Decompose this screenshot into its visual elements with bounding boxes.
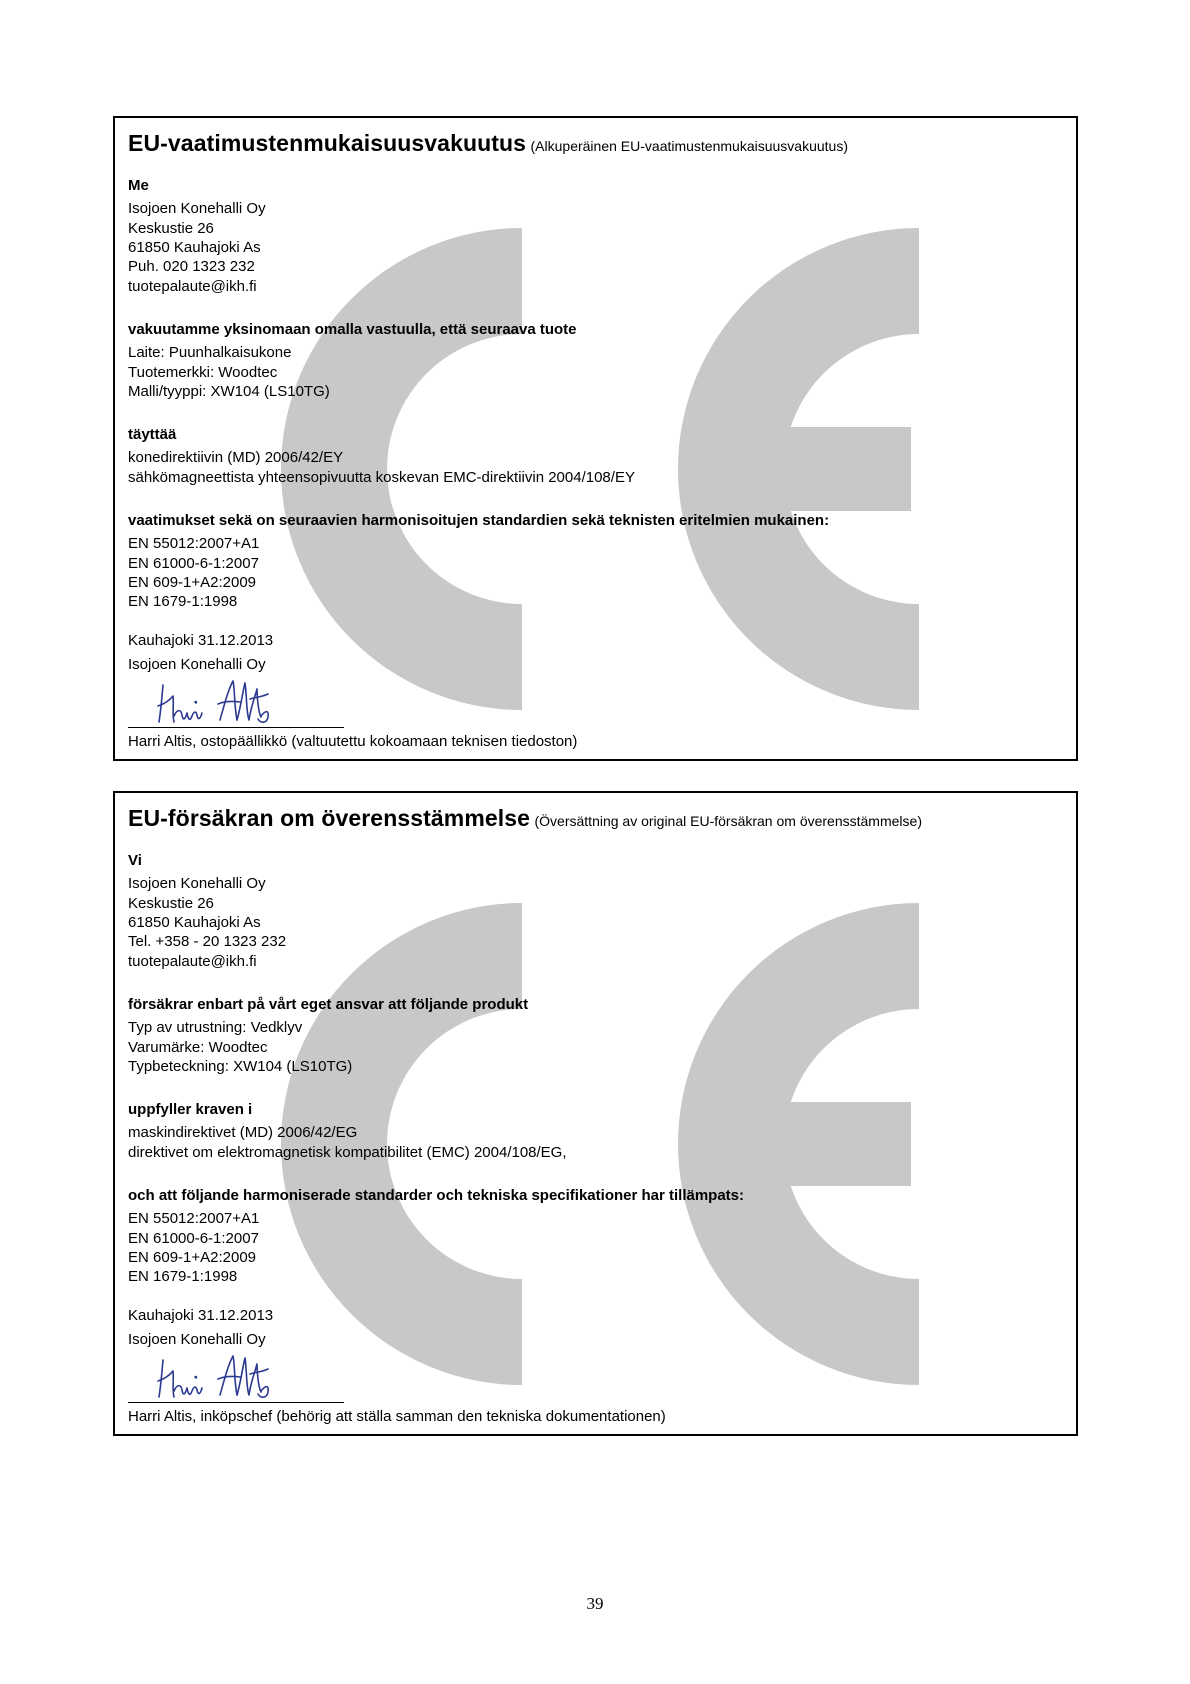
address-line: Puh. 020 1323 232 <box>128 258 255 276</box>
declaration-subtitle: (Alkuperäinen EU-vaatimustenmukaisuusvakuutus) <box>530 137 848 154</box>
signatory: Harri Altis, inköpschef (behörig att ställa samman den tekniska dokumentationen) <box>128 1407 666 1425</box>
standard-line: EN 1679-1:1998 <box>128 593 238 611</box>
product-section <box>128 320 1066 402</box>
section-heading: Vi <box>128 851 142 869</box>
standard-line: EN 61000-6-1:2007 <box>128 1229 259 1247</box>
signature <box>128 675 344 727</box>
product-line: Varumärke: Woodtec <box>128 1038 268 1056</box>
standards-section <box>128 1186 1066 1287</box>
product-line: Tuotemerkki: Woodtec <box>128 363 278 381</box>
company-name: Isojoen Konehalli Oy <box>128 656 266 674</box>
declaration-sv <box>113 791 1078 1436</box>
standard-line: EN 609-1+A2:2009 <box>128 574 257 592</box>
declaration-title-line <box>128 130 1066 157</box>
manufacturer-section <box>128 851 1066 971</box>
product-line: Laite: Puunhalkaisukone <box>128 344 292 362</box>
manufacturer-section <box>128 176 1066 296</box>
directives-section <box>128 425 1066 487</box>
declaration-content <box>128 130 1066 752</box>
product-line: Typ av utrustning: Vedklyv <box>128 1019 303 1037</box>
signature-line <box>128 1350 344 1403</box>
address-line: Keskustie 26 <box>128 894 214 912</box>
standard-line: EN 1679-1:1998 <box>128 1268 238 1286</box>
section-heading: uppfyller kraven i <box>128 1101 253 1119</box>
address-line: Isojoen Konehalli Oy <box>128 875 266 893</box>
signatory: Harri Altis, ostopäällikkö (valtuutettu kokoamaan teknisen tiedoston) <box>128 732 578 750</box>
section-heading: vaatimukset sekä on seuraavien harmonisoitujen standardien sekä teknisten eritelmien mukainen: <box>128 511 830 529</box>
declaration-title-line <box>128 805 1066 832</box>
directives-section <box>128 1100 1066 1162</box>
product-line: Malli/tyyppi: XW104 (LS10TG) <box>128 383 330 401</box>
page-number: 39 <box>586 1594 604 1613</box>
product-line: Typbeteckning: XW104 (LS10TG) <box>128 1058 353 1076</box>
directive-line: maskindirektivet (MD) 2006/42/EG <box>128 1124 358 1142</box>
standard-line: EN 55012:2007+A1 <box>128 1210 260 1228</box>
directive-line: sähkömagneettista yhteensopivuutta koskevan EMC-direktiivin 2004/108/EY <box>128 468 635 486</box>
standard-line: EN 609-1+A2:2009 <box>128 1249 257 1267</box>
standard-line: EN 55012:2007+A1 <box>128 535 260 553</box>
signature-line <box>128 675 344 728</box>
company-name: Isojoen Konehalli Oy <box>128 1331 266 1349</box>
place-date: Kauhajoki 31.12.2013 <box>128 1307 274 1325</box>
address-line: Isojoen Konehalli Oy <box>128 200 266 218</box>
section-heading: och att följande harmoniserade standarder och tekniska specifikationer har tillämpats: <box>128 1186 745 1204</box>
declaration-content <box>128 805 1066 1427</box>
address-line: 61850 Kauhajoki As <box>128 239 261 257</box>
place-date: Kauhajoki 31.12.2013 <box>128 632 274 650</box>
address-line: Tel. +358 - 20 1323 232 <box>128 933 287 951</box>
address-line: tuotepalaute@ikh.fi <box>128 277 257 295</box>
signature <box>128 1350 344 1402</box>
declaration-title: EU-vaatimustenmukaisuusvakuutus <box>128 129 527 156</box>
declaration-subtitle: (Översättning av original EU-försäkran om överensstämmelse) <box>534 812 922 829</box>
declaration-title: EU-försäkran om överensstämmelse <box>128 804 531 831</box>
directive-line: konedirektiivin (MD) 2006/42/EY <box>128 449 344 467</box>
address-line: tuotepalaute@ikh.fi <box>128 952 257 970</box>
standards-section <box>128 511 1066 612</box>
standard-line: EN 61000-6-1:2007 <box>128 554 259 572</box>
declaration-fi <box>113 116 1078 761</box>
section-heading: vakuutamme yksinomaan omalla vastuulla, että seuraava tuote <box>128 320 577 338</box>
section-heading: försäkrar enbart på vårt eget ansvar att följande produkt <box>128 995 529 1013</box>
address-line: 61850 Kauhajoki As <box>128 914 261 932</box>
directive-line: direktivet om elektromagnetisk kompatibilitet (EMC) 2004/108/EG, <box>128 1143 567 1161</box>
section-heading: täyttää <box>128 426 177 444</box>
section-heading: Me <box>128 176 149 194</box>
product-section <box>128 995 1066 1077</box>
address-line: Keskustie 26 <box>128 219 214 237</box>
